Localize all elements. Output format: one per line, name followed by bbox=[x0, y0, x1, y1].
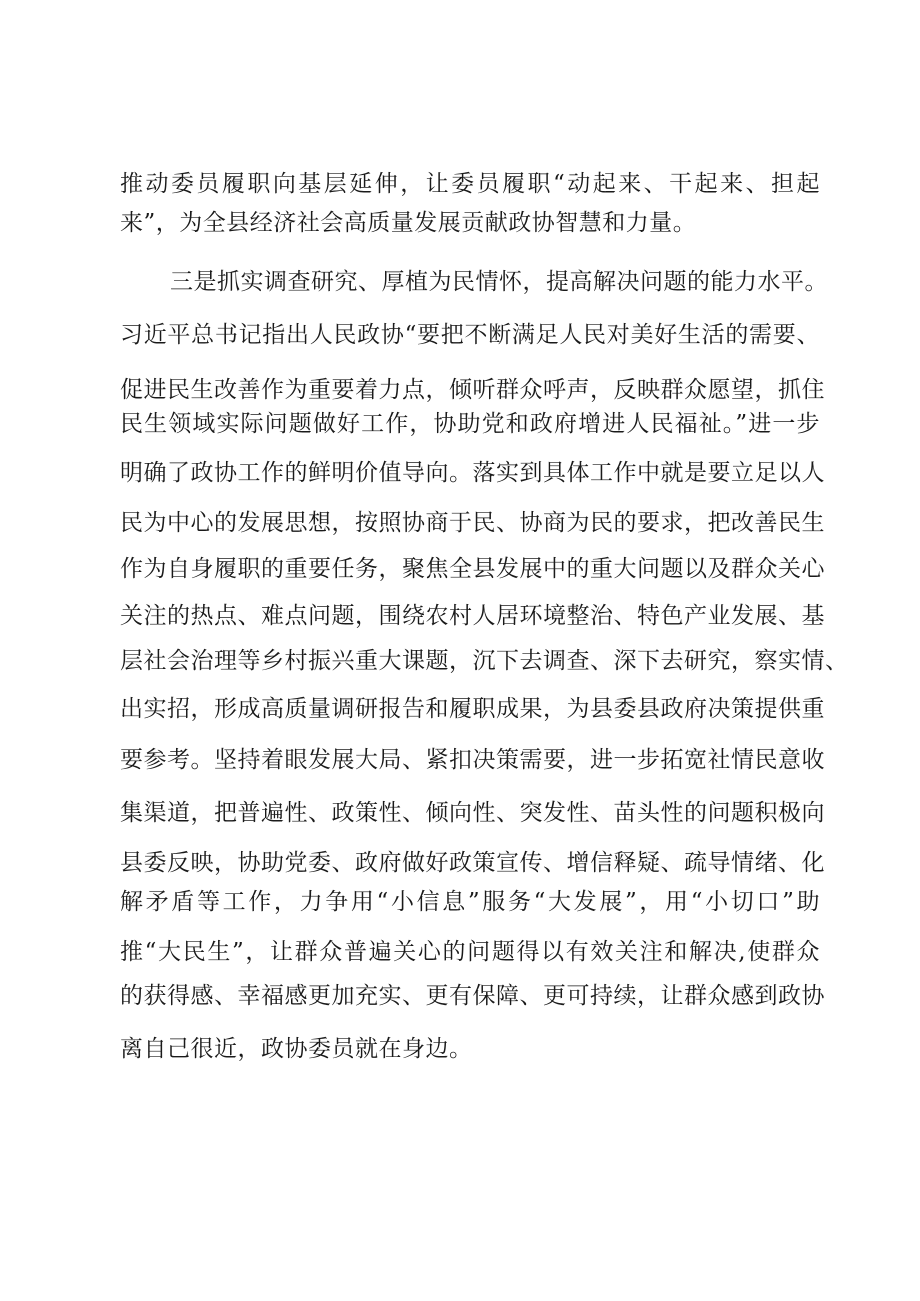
text-line: 推动委员履职向基层延伸，让委员履职“动起来、干起来、担起 bbox=[120, 171, 820, 197]
text-line: 集渠道，把普遍性、政策性、倾向性、突发性、苗头性的问题积极向 bbox=[120, 800, 825, 826]
text-line: 民为中心的发展思想，按照协商于民、协商为民的要求，把改善民生 bbox=[120, 510, 825, 536]
text-line: 习近平总书记指出人民政协“要把不断满足人民对美好生活的需要、 bbox=[120, 322, 820, 348]
text-line: 离自己很近，政协委员就在身边。 bbox=[120, 1036, 473, 1062]
text-line: 促进民生改善作为重要着力点，倾听群众呼声，反映群众愿望，抓住 bbox=[120, 377, 825, 403]
text-line: 民生领域实际问题做好工作，协助党和政府增进人民福祉。”进一步 bbox=[120, 411, 820, 437]
text-line: 出实招，形成高质量调研报告和履职成果，为县委县政府决策提供重 bbox=[120, 696, 825, 722]
text-line: 的获得感、幸福感更加充实、更有保障、更可持续，让群众感到政协 bbox=[120, 983, 825, 1009]
text-line: 层社会治理等乡村振兴重大课题，沉下去调查、深下去研究，察实情、 bbox=[120, 648, 849, 674]
text-line: 要参考。坚持着眼发展大局、紧扣决策需要，进一步拓宽社情民意收 bbox=[120, 747, 825, 773]
text-line: 作为自身履职的重要任务，聚焦全县发展中的重大问题以及群众关心 bbox=[120, 556, 825, 582]
text-line: 明确了政协工作的鲜明价值导向。落实到具体工作中就是要立足以人 bbox=[120, 460, 825, 486]
text-line: 县委反映，协助党委、政府做好政策宣传、增信释疑、疏导情绪、化 bbox=[120, 850, 825, 876]
text-line: 解矛盾等工作，力争用“小信息”服务“大发展”，用“小切口”助 bbox=[120, 889, 820, 915]
text-line: 推“大民生”，让群众普遍关心的问题得以有效关注和解决,使群众 bbox=[120, 939, 820, 965]
text-line: 关注的热点、难点问题，围绕农村人居环境整治、特色产业发展、基 bbox=[120, 603, 825, 629]
paragraph-first-line: 三是抓实调查研究、厚植为民情怀，提高解决问题的能力水平。 bbox=[170, 269, 828, 295]
text-line: 来”，为全县经济社会高质量发展贡献政协智慧和力量。 bbox=[120, 210, 697, 236]
